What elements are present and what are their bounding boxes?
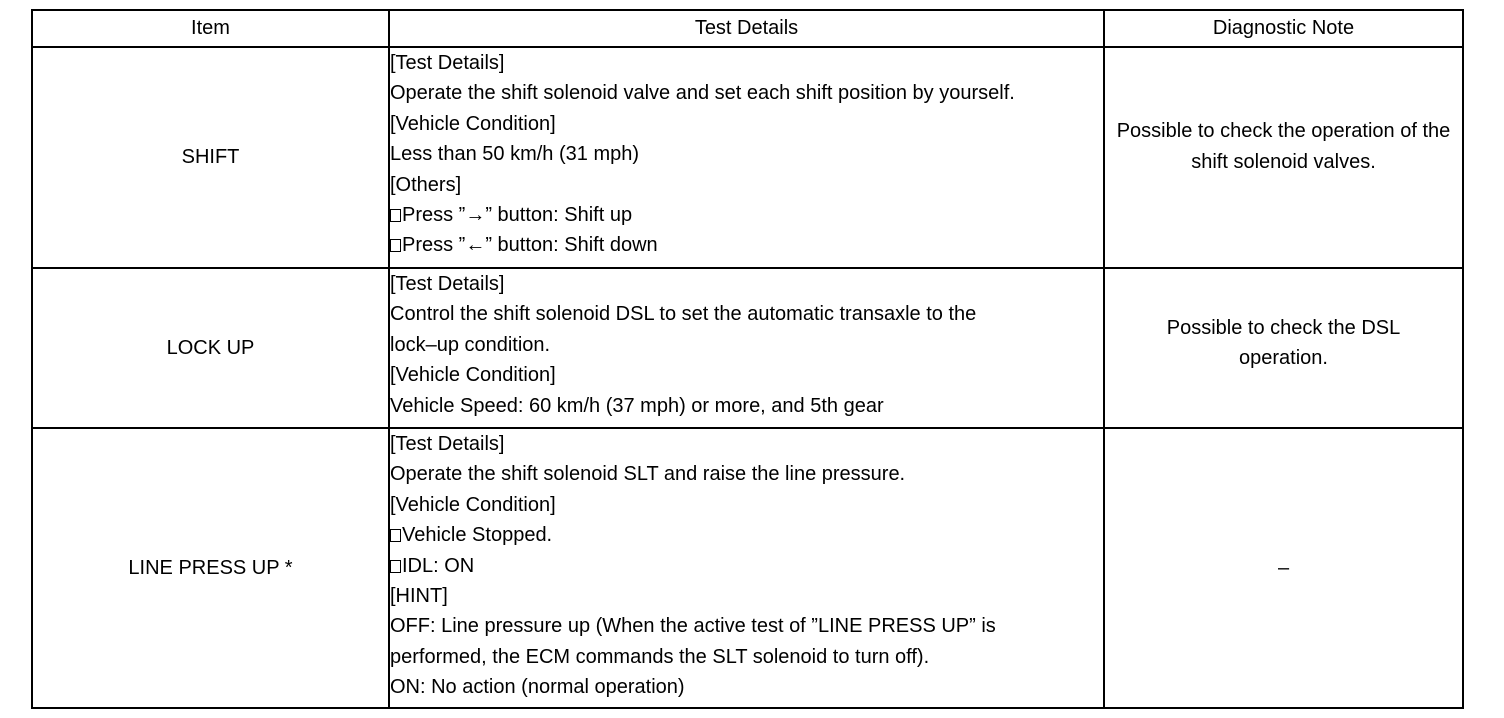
detail-line: Operate the shift solenoid valve and set each shift position by yourself. (390, 82, 1015, 105)
checkbox-bullet-icon (390, 560, 401, 573)
diagnostic-note: Possible to check the DSL operation. (1166, 316, 1401, 369)
detail-line: [Others] (390, 173, 462, 196)
detail-text: Press ”←” button: Shift down (402, 234, 658, 257)
detail-line: [Test Details] (390, 52, 505, 74)
header-diagnostic-note: Diagnostic Note (1104, 10, 1463, 47)
header-item: Item (32, 10, 389, 47)
details-cell (389, 428, 1104, 708)
details-cell (389, 268, 1104, 428)
detail-line-bullet (390, 520, 1103, 550)
item-label: LOCK UP (166, 336, 255, 359)
detail-line: Operate the shift solenoid SLT and raise the line pressure. (390, 463, 906, 486)
note-cell (1104, 47, 1463, 268)
detail-line: Vehicle Speed: 60 km/h (37 mph) or more, and 5th gear (390, 394, 884, 417)
table-row-lock-up (32, 268, 1463, 428)
detail-line: [HINT] (390, 585, 448, 608)
detail-line: [Vehicle Condition] (390, 493, 556, 516)
detail-text: IDL: ON (402, 554, 475, 577)
checkbox-bullet-icon (390, 529, 401, 542)
header-test-details: Test Details (389, 10, 1104, 47)
item-cell (32, 428, 389, 708)
detail-text: Press ”→” button: Shift up (402, 204, 633, 227)
item-cell (32, 268, 389, 428)
detail-line: [Test Details] (390, 433, 505, 455)
diagnostic-note: – (1277, 556, 1290, 579)
header-row (32, 10, 1463, 47)
active-test-table (31, 9, 1464, 709)
details-cell (389, 47, 1104, 268)
detail-line: performed, the ECM commands the SLT solenoid to turn off). (390, 645, 930, 668)
detail-line-bullet (390, 230, 1103, 260)
detail-line: Control the shift solenoid DSL to set the automatic transaxle to the (390, 303, 977, 326)
detail-text: Vehicle Stopped. (402, 524, 553, 547)
detail-line: Less than 50 km/h (31 mph) (390, 143, 640, 166)
detail-line: OFF: Line pressure up (When the active test of ”LINE PRESS UP” is (390, 615, 996, 638)
detail-line: [Vehicle Condition] (390, 112, 556, 135)
detail-line: lock–up condition. (390, 333, 551, 356)
table-row-line-press-up (32, 428, 1463, 708)
item-label: SHIFT (181, 146, 240, 169)
detail-line: ON: No action (normal operation) (390, 676, 685, 699)
checkbox-bullet-icon (390, 209, 401, 222)
detail-line: [Vehicle Condition] (390, 364, 556, 387)
detail-line-bullet (390, 200, 1103, 230)
diagnostic-note: Possible to check the operation of the shift solenoid valves. (1116, 120, 1451, 173)
item-label: LINE PRESS UP * (128, 556, 293, 579)
note-cell (1104, 268, 1463, 428)
detail-line: [Test Details] (390, 273, 505, 295)
table-row-shift (32, 47, 1463, 268)
note-cell (1104, 428, 1463, 708)
item-cell (32, 47, 389, 268)
checkbox-bullet-icon (390, 239, 401, 252)
detail-line-bullet (390, 551, 1103, 581)
